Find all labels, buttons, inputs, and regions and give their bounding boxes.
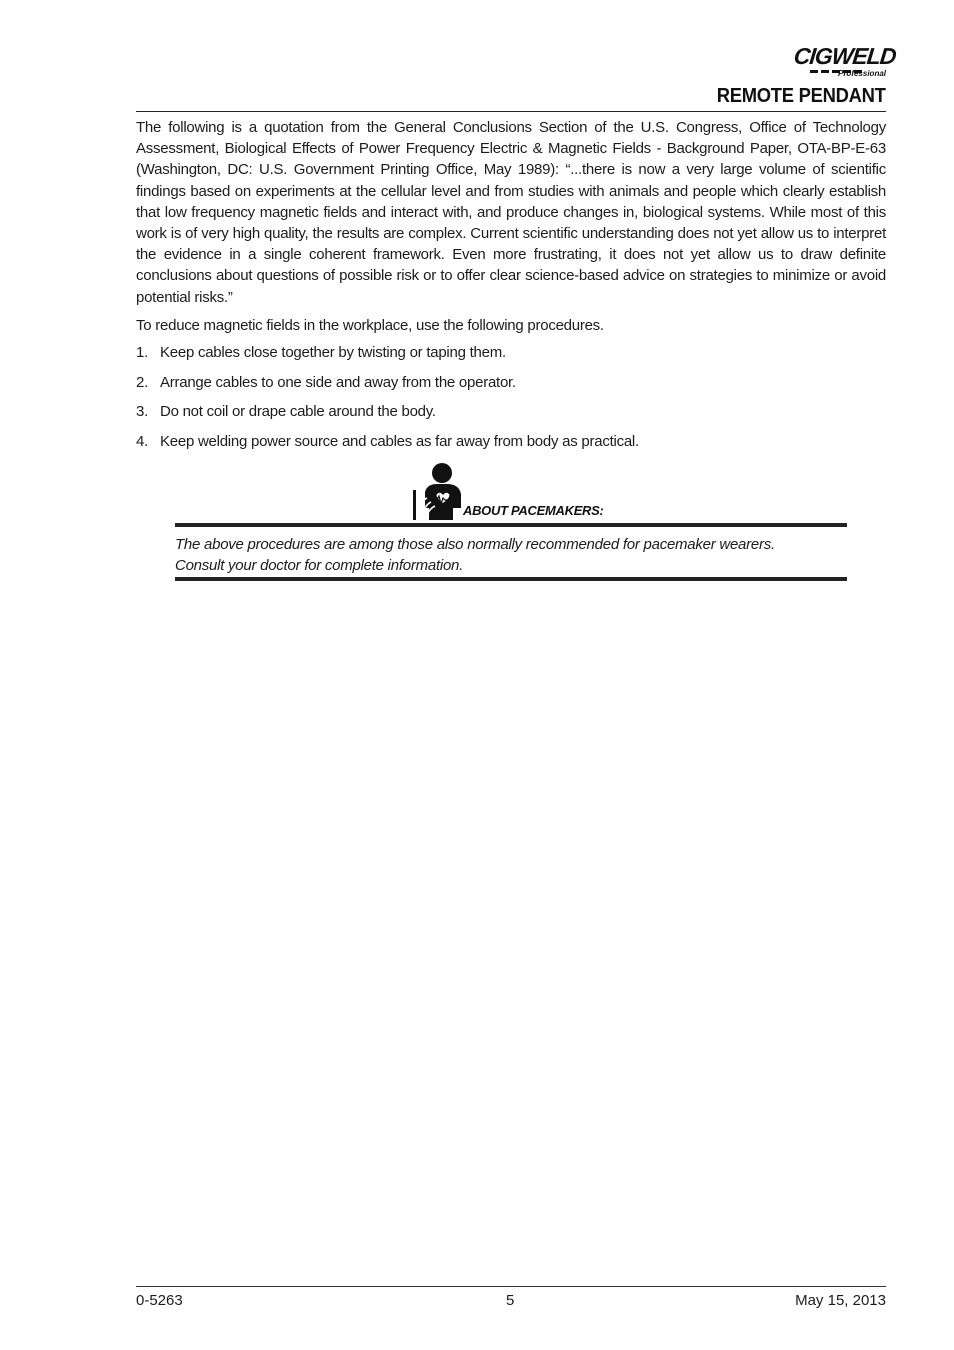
notice-top-rule	[175, 523, 847, 527]
pacemaker-notice-text	[175, 534, 847, 576]
footer-date: May 15, 2013	[795, 1292, 886, 1309]
header-divider	[136, 111, 886, 112]
document-title: REMOTE PENDANT	[717, 85, 886, 107]
list-item-text: Keep cables close together by twisting or taping them.	[160, 344, 506, 362]
list-item-number: 3.	[136, 403, 149, 421]
list-item-text: Do not coil or drape cable around the body.	[160, 403, 436, 421]
procedure-list	[136, 342, 886, 452]
list-item	[136, 401, 886, 422]
procedures-intro: To reduce magnetic fields in the workplace, use the following procedures.	[136, 316, 604, 334]
list-item-number: 1.	[136, 344, 149, 362]
list-item-number: 2.	[136, 373, 149, 391]
brand-logo-subtitle: Professional	[837, 69, 886, 78]
notice-line-2: Consult your doctor for complete information.	[175, 557, 464, 574]
brand-logo	[792, 43, 897, 84]
pacemaker-warning-icon	[413, 462, 465, 520]
list-item	[136, 372, 886, 393]
list-item	[136, 431, 886, 452]
list-item	[136, 342, 886, 363]
footer-divider	[136, 1286, 886, 1287]
main-content	[136, 117, 886, 460]
footer-page-number: 5	[506, 1292, 515, 1309]
list-item-number: 4.	[136, 432, 149, 450]
footer-document-number: 0-5263	[136, 1292, 183, 1309]
list-item-text: Arrange cables to one side and away from the operator.	[160, 373, 516, 391]
notice-bottom-rule	[175, 577, 847, 581]
pacemaker-notice-heading: ABOUT PACEMAKERS:	[463, 503, 604, 518]
list-item-text: Keep welding power source and cables as far away from body as practical.	[160, 432, 639, 450]
notice-line-1: The above procedures are among those also normally recommended for pacemaker wearers.	[175, 536, 775, 553]
quotation-paragraph: The following is a quotation from the General Conclusions Section of the U.S. Congress, Office of Technology Assessment, Biological Effects of Power Frequency Electric & Magnetic Fields - Background Paper, OTA-BP-E-63 (Washington, DC: U.S. Government Printing Office, May 1989): “...there is now a very large volume of scientific findings based on experiments at the cellular level and from studies with animals and people which clearly establish that low frequency magnetic fields and interact with, and produce changes in, biological systems. While most of this work is of very high quality, the results are complex. Current scientific understanding does not yet allow us to interpret the evidence in a single coherent framework. Even more frustrating, it does not yet allow us to draw definite conclusions about questions of possible risk or to offer clear science-based advice on strategies to minimize or avoid potential risks.”	[136, 119, 886, 306]
brand-logo-word: CIGWELD	[792, 43, 897, 69]
